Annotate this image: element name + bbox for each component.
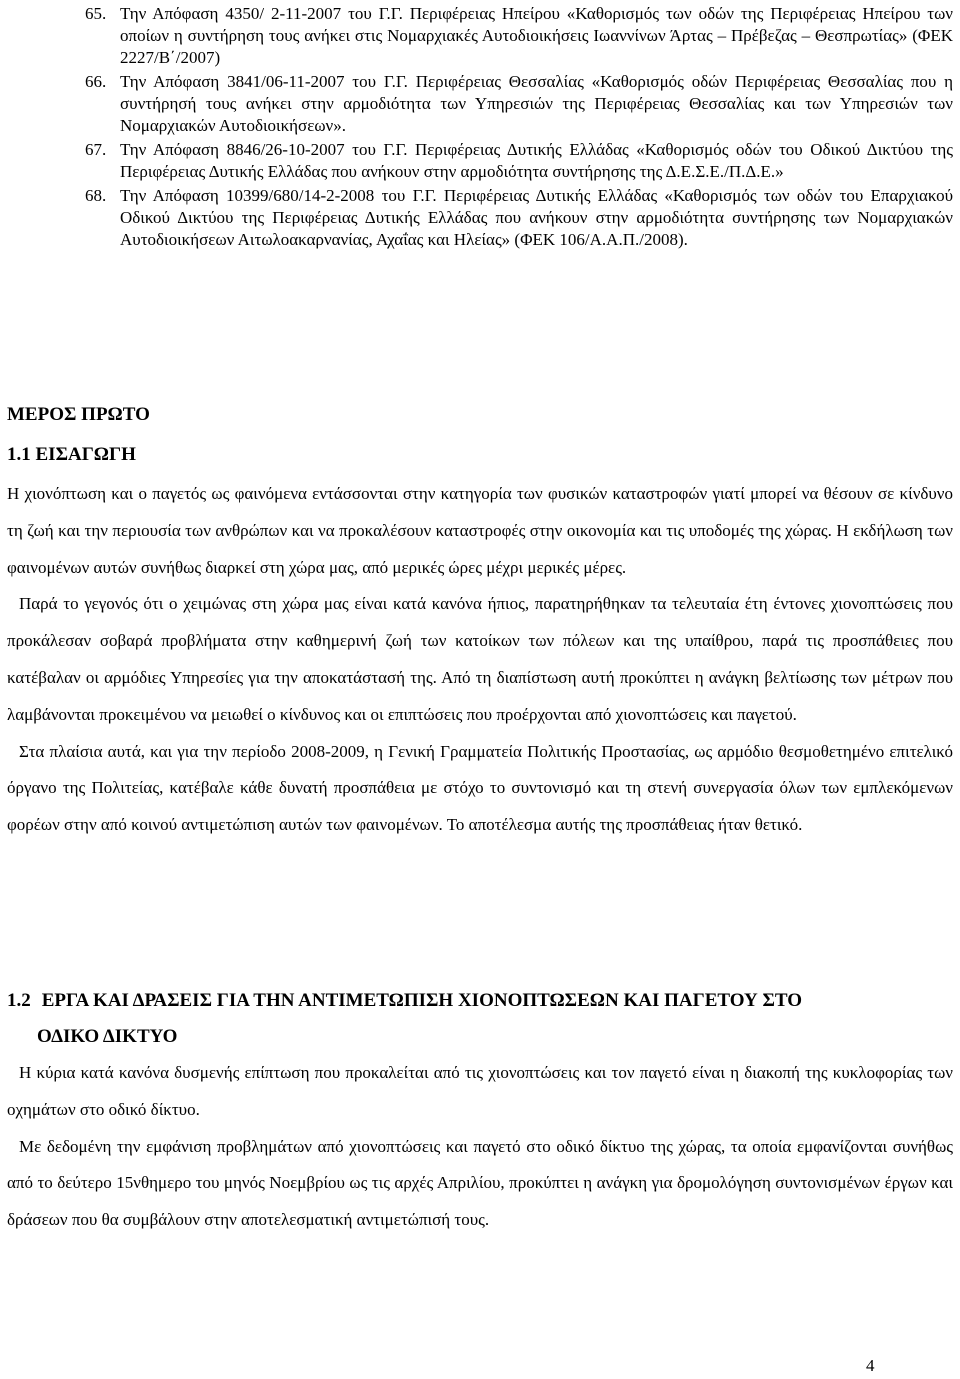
reference-text: Την Απόφαση 3841/06-11-2007 του Γ.Γ. Περιφέρειας Θεσσαλίας «Καθορισμός οδών Περιφέρειας Θεσσαλίας που η συντήρησή τους ανήκει στην αρμοδιότητα των Υπηρεσιών της Περιφέρειας Θεσσαλίας και των Υπηρεσιών των Νομαρχιακών Αυτοδιοικήσεων». bbox=[120, 72, 953, 135]
section-body bbox=[7, 1055, 953, 1239]
section-body bbox=[7, 476, 953, 844]
section-heading bbox=[7, 983, 953, 1055]
section-heading-text: ΟΔΙΚΟ ΔΙΚΤΥΟ bbox=[37, 1026, 178, 1047]
reference-text: Την Απόφαση 4350/ 2-11-2007 του Γ.Γ. Περιφέρειας Ηπείρου «Καθορισμός των οδών της Περιφέρειας Ηπείρου των οποίων η συντήρηση τους ανήκει στις Νομαρχιακές Αυτοδιοικήσεις Ιωαννίνων Άρτας – Πρέβεζας – Θεσπρωτίας» (ΦΕΚ 2227/Β΄/2007) bbox=[120, 4, 953, 67]
reference-number: 68. bbox=[85, 186, 107, 205]
reference-number: 67. bbox=[85, 140, 107, 159]
paragraph: Παρά το γεγονός ότι ο χειμώνας στη χώρα μας είναι κατά κανόνα ήπιος, παρατηρήθηκαν τα τελευταία έτη έντονες χιονοπτώσεις που προκάλεσαν σοβαρά προβλήματα στην καθημερινή ζωή των κατοίκων των πόλεων και της υπαίθρου, παρά τις προσπάθειες που κατέβαλαν οι αρμόδιες Υπηρεσίες για την αποκατάστασή της. Από τη διαπίστωση αυτή προκύπτει η ανάγκη βελτίωσης των μέτρων που λαμβάνονται προκειμένου να μειωθεί ο κίνδυνος και οι επιπτώσεις που προέρχονται από χιονοπτώσεις και παγετού. bbox=[7, 594, 953, 724]
page-number: 4 bbox=[866, 1356, 875, 1375]
reference-item bbox=[85, 185, 953, 251]
reference-item bbox=[85, 71, 953, 137]
section-number: 1.2 bbox=[7, 990, 31, 1011]
paragraph: Η χιονόπτωση και ο παγετός ως φαινόμενα εντάσσονται στην κατηγορία των φυσικών καταστροφών γιατί μπορεί να θέσουν σε κίνδυνο τη ζωή και την περιουσία των ανθρώπων και να προκαλέσουν καταστροφές στην οικονομία και τις υποδομές της χώρας. Η εκδήλωση των φαινομένων αυτών συνήθως διαρκεί στη χώρα μας, από μερικές ώρες μέχρι μερικές μέρες. bbox=[7, 484, 953, 577]
reference-item bbox=[85, 3, 953, 69]
reference-list bbox=[85, 3, 953, 251]
reference-number: 65. bbox=[85, 4, 107, 23]
section-heading: 1.1 ΕΙΣΑΓΩΓΗ bbox=[7, 444, 136, 465]
part-title: ΜΕΡΟΣ ΠΡΩΤΟ bbox=[7, 404, 150, 425]
paragraph: Στα πλαίσια αυτά, και για την περίοδο 2008-2009, η Γενική Γραμματεία Πολιτικής Προστασίας, ως αρμόδιο θεσμοθετημένο επιτελικό όργανο της Πολιτείας, κατέβαλε κάθε δυνατή προσπάθεια με στόχο το συντονισμό και τη στενή συνεργασία όλων των εμπλεκόμενων φορέων στην από κοινού αντιμετώπιση αυτών των φαινομένων. Το αποτέλεσμα αυτής της προσπάθειας ήταν θετικό. bbox=[7, 741, 953, 835]
paragraph: Με δεδομένη την εμφάνιση προβλημάτων από χιονοπτώσεις και παγετό στο οδικό δίκτυο της χώρας, τα οποία εμφανίζονται συνήθως από το δεύτερο 15νθημερο του μηνός Νοεμβρίου ως τις αρχές Απριλίου, προκύπτει η ανάγκη για δρομολόγηση συντονισμένων έργων και δράσεων που θα συμβάλουν στην αποτελεσματική αντιμετώπισή τους. bbox=[7, 1136, 953, 1230]
reference-text: Την Απόφαση 8846/26-10-2007 του Γ.Γ. Περιφέρειας Δυτικής Ελλάδας «Καθορισμός οδών του Οδικού Δικτύου της Περιφέρειας Δυτικής Ελλάδας που ανήκουν στην αρμοδιότητα συντήρησης της Δ.Ε.Σ.Ε./Π.Δ.Ε.» bbox=[120, 140, 953, 181]
reference-text: Την Απόφαση 10399/680/14-2-2008 του Γ.Γ. Περιφέρειας Δυτικής Ελλάδας «Καθορισμός των οδών του Επαρχιακού Οδικού Δικτύου της Περιφέρειας Δυτικής Ελλάδας που ανήκουν στην αρμοδιότητα συντήρησης των Νομαρχιακών Αυτοδιοικήσεων Αιτωλοακαρνανίας, Αχαΐας και Ηλείας» (ΦΕΚ 106/Α.Α.Π./2008). bbox=[120, 186, 953, 249]
reference-number: 66. bbox=[85, 72, 107, 91]
paragraph: Η κύρια κατά κανόνα δυσμενής επίπτωση που προκαλείται από τις χιονοπτώσεις και τον παγετό είναι η διακοπή της κυκλοφορίας των οχημάτων στο οδικό δίκτυο. bbox=[7, 1063, 953, 1119]
section-heading-text: ΕΡΓΑ ΚΑΙ ΔΡΑΣΕΙΣ ΓΙΑ ΤΗΝ ΑΝΤΙΜΕΤΩΠΙΣΗ ΧΙΟΝΟΠΤΩΣΕΩΝ ΚΑΙ ΠΑΓΕΤΟΥ ΣΤΟ bbox=[41, 990, 802, 1011]
reference-item bbox=[85, 139, 953, 183]
